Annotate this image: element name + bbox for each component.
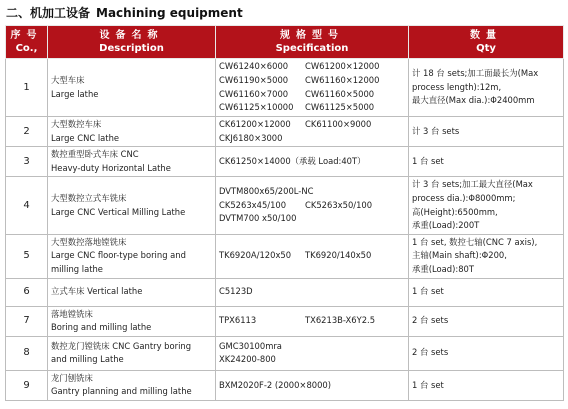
description-line: 大型车床 [51,74,85,85]
table-row [6,278,564,306]
row-specification [216,306,409,336]
quantity-line: process length):12m, [412,81,502,92]
table-row [6,336,564,370]
specification-line [219,88,405,102]
description-line: Large CNC floor-type boring and [51,250,186,261]
specification-line [219,353,405,367]
row-specification [216,177,409,234]
row-specification [216,59,409,117]
specification-model: CK5263x50/100 [305,199,373,210]
specification-line [219,155,405,169]
quantity-line: 高(Height):6500mm, [412,206,498,217]
table-row [6,177,564,234]
table-row [6,234,564,278]
row-specification [216,336,409,370]
specification-model: TPX6113 [219,315,257,326]
specification-model: GMC30100mra [219,340,282,351]
specification-model: DVTM800x65/200L-NC [219,186,314,197]
specification-model: CW61160×5000 [305,88,375,99]
row-description [48,278,216,306]
table-row [6,147,564,177]
row-specification [216,117,409,147]
header-description [48,26,216,59]
quantity-line: 承重(Load):200T [412,220,480,231]
row-number: 4 [6,177,48,234]
row-specification [216,278,409,306]
section-title [6,4,249,22]
row-number: 6 [6,278,48,306]
specification-line [219,60,405,74]
header-description-cn: 设备名称 [99,30,164,41]
section-title-en: Machining equipment [96,6,243,20]
description-line: 落地镗铣床 [51,308,93,319]
quantity-line: 2 台 sets [412,347,449,358]
header-specification [216,26,409,59]
row-quantity [409,147,564,177]
specification-line [219,74,405,88]
specification-line [219,314,405,328]
specification-line [219,132,405,146]
table-row [6,306,564,336]
description-line: 大型数控立式车铣床 [51,192,127,203]
specification-model: CW61240×6000 [219,61,289,72]
row-number: 2 [6,117,48,147]
row-number: 7 [6,306,48,336]
row-specification [216,370,409,400]
header-qty-cn: 数量 [470,30,502,41]
header-qty-en: Qty [476,43,496,54]
specification-line [219,118,405,132]
quantity-line: 1 台 set [412,379,444,390]
section-title-cn: 二、机加工设备 [6,6,91,20]
description-line: and milling Lathe [51,354,124,365]
quantity-line: 承重(Load):80T [412,263,474,274]
specification-model: CW61160×12000 [305,74,380,85]
description-line: Boring and milling lathe [51,322,152,333]
description-line: Large lathe [51,88,99,99]
header-specification-en: Specification [275,43,349,54]
row-quantity [409,234,564,278]
table-row [6,370,564,400]
quantity-line: 最大直径(Max dia.):Φ2400mm [412,95,535,106]
quantity-line: 1 台 set [412,286,444,297]
specification-line [219,340,405,354]
row-specification [216,234,409,278]
specification-model: CKJ6180×3000 [219,132,283,143]
quantity-line: 计 18 台 sets;加工面最长为(Max [412,68,539,79]
quantity-line: 1 台 set, 数控七轴(CNC 7 axis), [412,236,538,247]
description-line: Large CNC lathe [51,132,120,143]
specification-line [219,212,405,226]
specification-model: CW61160×7000 [219,88,289,99]
table-header-row [6,26,564,59]
specification-model: CW61200×12000 [305,61,380,72]
row-description [48,117,216,147]
row-number: 5 [6,234,48,278]
row-description [48,147,216,177]
quantity-line: 主轴(Main shaft):Φ200, [412,250,507,261]
description-line: Gantry planning and milling lathe [51,386,192,397]
specification-model: CW61125×5000 [305,102,375,113]
row-quantity [409,117,564,147]
specification-line [219,101,405,115]
row-number: 8 [6,336,48,370]
specification-model: TK6920A/120x50 [219,250,292,261]
row-quantity [409,336,564,370]
header-no [6,26,48,59]
row-description [48,234,216,278]
description-line: 龙门刨铣床 [51,372,93,383]
quantity-line: 1 台 set [412,155,444,166]
specification-model: TK6920/140x50 [305,250,372,261]
specification-model: C5123D [219,286,253,297]
quantity-line: 计 3 台 sets [412,125,460,136]
specification-model: CW61125×10000 [219,102,294,113]
equipment-table [5,25,564,401]
row-quantity [409,370,564,400]
row-description [48,177,216,234]
specification-model: CK61100×9000 [305,119,372,129]
description-line: Heavy-duty Horizontal Lathe [51,162,171,173]
specification-line [219,379,405,393]
row-description [48,370,216,400]
specification-model: CK5263x45/100 [219,199,287,210]
row-number: 9 [6,370,48,400]
table-row [6,117,564,147]
header-qty [409,26,564,59]
row-number: 3 [6,147,48,177]
row-quantity [409,306,564,336]
row-description [48,336,216,370]
specification-model: BXM2020F-2 (2000×8000) [219,379,332,390]
specification-model: CW61190×5000 [219,74,289,85]
description-line: Large CNC Vertical Milling Lathe [51,206,186,217]
row-quantity [409,59,564,117]
specification-model: CK61200×12000 [219,119,291,129]
specification-line [219,249,405,263]
specification-line [219,285,405,299]
specification-line [219,199,405,213]
row-quantity [409,278,564,306]
specification-model: CK61250×14000（承载 Load:40T） [219,155,366,166]
row-specification [216,147,409,177]
header-no-en: Co., [15,43,38,54]
row-description [48,306,216,336]
description-line: 大型数控车床 [51,119,102,129]
header-no-cn: 序号 [10,30,43,41]
description-line: 数控重型卧式车床 CNC [51,149,139,160]
description-line: milling lathe [51,263,103,274]
header-description-en: Description [99,43,164,54]
quantity-line: 计 3 台 sets;加工最大直径(Max [412,179,533,190]
header-specification-cn: 规格型号 [280,30,344,41]
description-line: 大型数控落地镗铣床 [51,236,127,247]
specification-model: XK24200-800 [219,354,276,365]
row-quantity [409,177,564,234]
specification-model: DVTM700 x50/100 [219,213,297,224]
row-number: 1 [6,59,48,117]
description-line: 数控龙门镗铣床 CNC Gantry boring [51,340,192,351]
quantity-line: process dia.):Φ8000mm; [412,192,516,203]
table-row [6,59,564,117]
quantity-line: 2 台 sets [412,315,449,326]
table-body [6,59,564,401]
specification-model: TX6213B-X6Y2.5 [305,315,376,326]
specification-line [219,185,405,199]
row-description [48,59,216,117]
description-line: 立式车床 Vertical lathe [51,286,143,297]
